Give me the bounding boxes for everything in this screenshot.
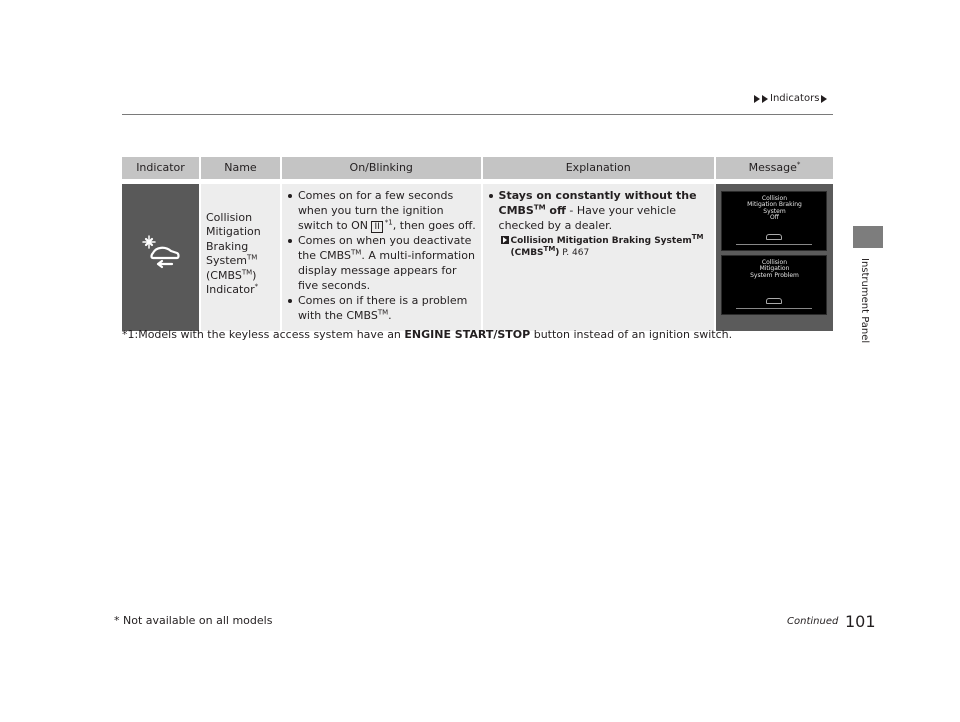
header-rule xyxy=(122,114,833,115)
footnote: *1:Models with the keyless access system have an ENGINE START/STOP button instead of an ignition switch. xyxy=(122,328,733,341)
list-item: Stays on constantly without the CMBS™ off - Have your vehicle checked by a dealer. xyxy=(489,188,710,233)
list-item: Comes on if there is a problem with the CMBS™. xyxy=(288,293,477,323)
list-item: Comes on when you deactivate the CMBS™. A multi-information display message appears for five seconds. xyxy=(288,233,477,293)
breadcrumb-arrow-icon xyxy=(754,95,760,103)
explanation-cell xyxy=(482,181,715,331)
breadcrumb-arrow-icon xyxy=(821,95,827,103)
list-item: Comes on for a few seconds when you turn the ignition switch to ON II $^{*1}$, then goes off. xyxy=(288,188,477,233)
on-blinking-cell xyxy=(281,181,482,331)
header-message: Message* xyxy=(715,157,833,181)
ignition-key-badge: II xyxy=(371,221,382,233)
display-message-cmbs-off: Collision Mitigation Braking System Off xyxy=(721,191,827,251)
section-label: Instrument Panel xyxy=(859,258,870,344)
breadcrumb xyxy=(754,93,827,104)
section-tab xyxy=(853,226,883,248)
display-message-system-problem: Collision Mitigation System Problem xyxy=(721,255,827,315)
indicator-cell xyxy=(122,181,200,331)
continued-label: Continued xyxy=(787,616,839,627)
header-name: Name xyxy=(200,157,281,181)
page-number: 101 xyxy=(845,612,876,631)
cmbs-mini-icon xyxy=(766,298,782,304)
footer-note: * Not available on all models xyxy=(114,614,273,627)
cmbs-warning-icon xyxy=(122,184,199,328)
header-on-blinking: On/Blinking xyxy=(281,157,482,181)
cmbs-mini-icon xyxy=(766,234,782,240)
name-cell: Collision Mitigation Braking System™ (CMBS™) Indicator* xyxy=(200,181,281,331)
cross-reference-link[interactable]: Collision Mitigation Braking System™ (CMBS™) P. 467 xyxy=(489,235,710,259)
table-row xyxy=(122,181,833,331)
breadcrumb-arrow-icon xyxy=(762,95,768,103)
message-cell xyxy=(715,181,833,331)
table-header-row xyxy=(122,157,833,181)
indicator-table xyxy=(122,157,833,331)
reference-arrow-icon xyxy=(501,236,509,244)
header-indicator: Indicator xyxy=(122,157,200,181)
breadcrumb-label: Indicators xyxy=(770,93,820,104)
header-explanation: Explanation xyxy=(482,157,715,181)
